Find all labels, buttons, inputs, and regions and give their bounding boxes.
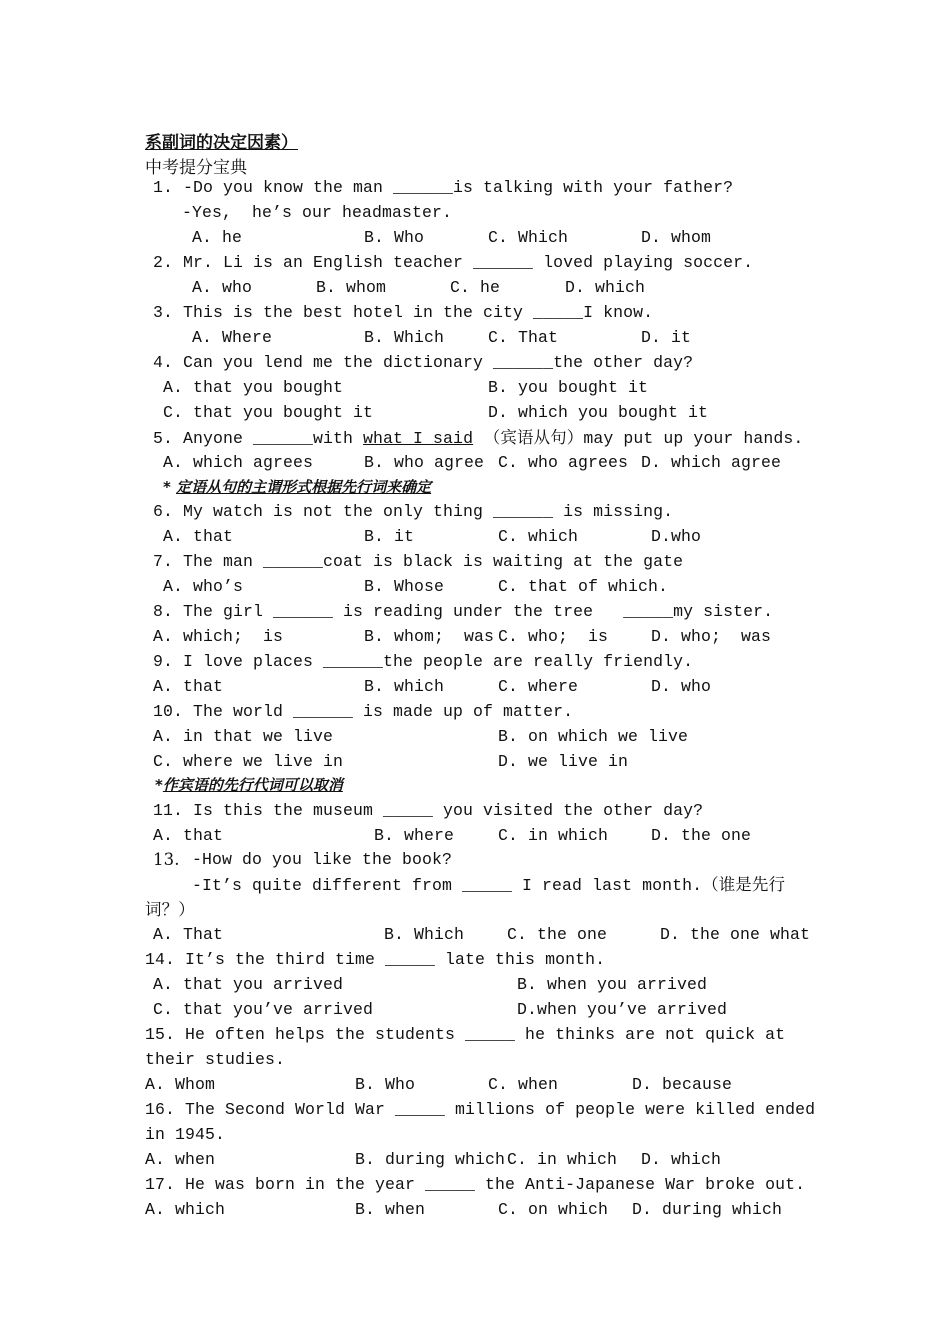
note-1-text: 定语从句的主谓形式根据先行词来确定 [176,478,432,496]
q13-option-b: B. Which [384,925,465,944]
q10-option-c: C. where we live in [153,752,344,771]
q3-option-a: A. Where [192,328,273,347]
q4-stem: 4. Can you lend me the dictionary ______the other day? [153,353,694,372]
q11-option-b: B. where [374,826,455,845]
note-1-star: * [163,478,171,496]
note-2-text: 作宾语的先行代词可以取消 [162,776,343,794]
q1-option-d: D. whom [641,228,712,247]
q14-option-a: A. that you arrived [153,975,344,994]
q5-option-d: D. which agree [641,453,782,472]
q8-option-a: A. which; is [153,627,284,646]
q7-option-a: A. who’s [163,577,244,596]
q13-reply-note: （谁是先行 [702,875,786,894]
q16-option-c: C. in which [507,1150,618,1169]
q4-option-a: A. that you bought [163,378,344,397]
q16-option-a: A. when [145,1150,216,1169]
q6-option-c: C. which [498,527,579,546]
q13-stem: -How do you like the book? [192,850,453,869]
q5-option-c: C. who agrees [498,453,629,472]
q5-stem-end: may put up your hands. [583,429,804,448]
q14-stem: 14. It’s the third time _____ late this month. [145,950,606,969]
q8-stem: 8. The girl ______ is reading under the tree _____my sister. [153,602,774,621]
q17-option-d: D. during which [632,1200,783,1219]
q13-option-c: C. the one [507,925,608,944]
q13-reply-note-cont: 词？） [145,900,195,919]
q10-option-d: D. we live in [498,752,629,771]
q5-stem [153,428,803,449]
q6-option-d: D.who [651,527,702,546]
q2-option-c: C. he [450,278,501,297]
q11-stem: 11. Is this the museum _____ you visited the other day? [153,801,704,820]
q13-reply-text: -It’s quite different from _____ I read last month. [192,876,703,895]
q4-option-b: B. you bought it [488,378,649,397]
q5-stem-underlined: what I said [363,429,474,448]
q16-option-d: D. which [641,1150,722,1169]
q1-option-a: A. he [192,228,243,247]
q15-option-a: A. Whom [145,1075,216,1094]
q10-stem: 10. The world ______ is made up of matter. [153,702,574,721]
q15-option-d: D. because [632,1075,733,1094]
q16-option-b: B. during which [355,1150,506,1169]
q17-option-b: B. when [355,1200,426,1219]
q11-option-a: A. that [153,826,224,845]
q6-option-b: B. it [364,527,415,546]
q10-option-a: A. in that we live [153,727,334,746]
q14-option-b: B. when you arrived [517,975,708,994]
section-subtitle: 中考提分宝典 [145,158,247,178]
q9-option-a: A. that [153,677,224,696]
q15-option-b: B. Who [355,1075,416,1094]
q7-option-c: C. that of which. [498,577,669,596]
q3-option-d: D. it [641,328,692,347]
q14-option-c: C. that you’ve arrived [153,1000,374,1019]
q8-option-d: D. who; was [651,627,772,646]
q17-option-c: C. on which [498,1200,609,1219]
q1-reply: -Yes, he’s our headmaster. [182,203,453,222]
q15-option-c: C. when [488,1075,559,1094]
section-title: 系副词的决定因素） [145,133,298,153]
q5-stem-start: 5. Anyone ______with [153,429,364,448]
q5-option-a: A. which agrees [163,453,314,472]
q9-option-b: B. which [364,677,445,696]
q17-option-a: A. which [145,1200,226,1219]
q16-stem: 16. The Second World War _____ millions of people were killed ended [145,1100,816,1119]
q15-stem: 15. He often helps the students _____ he thinks are not quick at [145,1025,786,1044]
q8-option-b: B. whom; was [364,627,495,646]
q11-option-c: C. in which [498,826,609,845]
grammar-note-2 [155,774,343,795]
q14-option-d: D.when you’ve arrived [517,1000,728,1019]
q1-stem: 1. -Do you know the man ______is talking with your father? [153,178,734,197]
q11-option-d: D. the one [651,826,752,845]
q9-option-c: C. where [498,677,579,696]
q2-option-d: D. which [565,278,646,297]
q5-option-b: B. who agree [364,453,485,472]
q9-stem: 9. I love places ______the people are really friendly. [153,652,694,671]
q9-option-d: D. who [651,677,712,696]
q7-option-b: B. Whose [364,577,445,596]
q15-stem-cont: their studies. [145,1050,286,1069]
q17-stem: 17. He was born in the year _____ the Anti-Japanese War broke out. [145,1175,806,1194]
q4-option-d: D. which you bought it [488,403,709,422]
q3-option-c: C. That [488,328,559,347]
q5-stem-note: （宾语从句） [473,428,584,447]
q13-reply [192,875,785,896]
q2-option-a: A. who [192,278,253,297]
q13-option-a: A. That [153,925,224,944]
grammar-note-1 [163,476,431,497]
q13-option-d: D. the one what [660,925,811,944]
q3-stem: 3. This is the best hotel in the city _____I know. [153,303,654,322]
q13-number: 13. [153,850,180,869]
q2-option-b: B. whom [316,278,387,297]
q7-stem: 7. The man ______coat is black is waiting at the gate [153,552,684,571]
q6-stem: 6. My watch is not the only thing ______ is missing. [153,502,674,521]
q8-option-c: C. who; is [498,627,609,646]
q6-option-a: A. that [163,527,234,546]
q16-stem-cont: in 1945. [145,1125,226,1144]
q4-option-c: C. that you bought it [163,403,374,422]
q1-option-b: B. Who [364,228,425,247]
q10-option-b: B. on which we live [498,727,689,746]
note-2-star: * [155,776,163,794]
q1-option-c: C. Which [488,228,569,247]
q3-option-b: B. Which [364,328,445,347]
q2-stem: 2. Mr. Li is an English teacher ______ loved playing soccer. [153,253,754,272]
